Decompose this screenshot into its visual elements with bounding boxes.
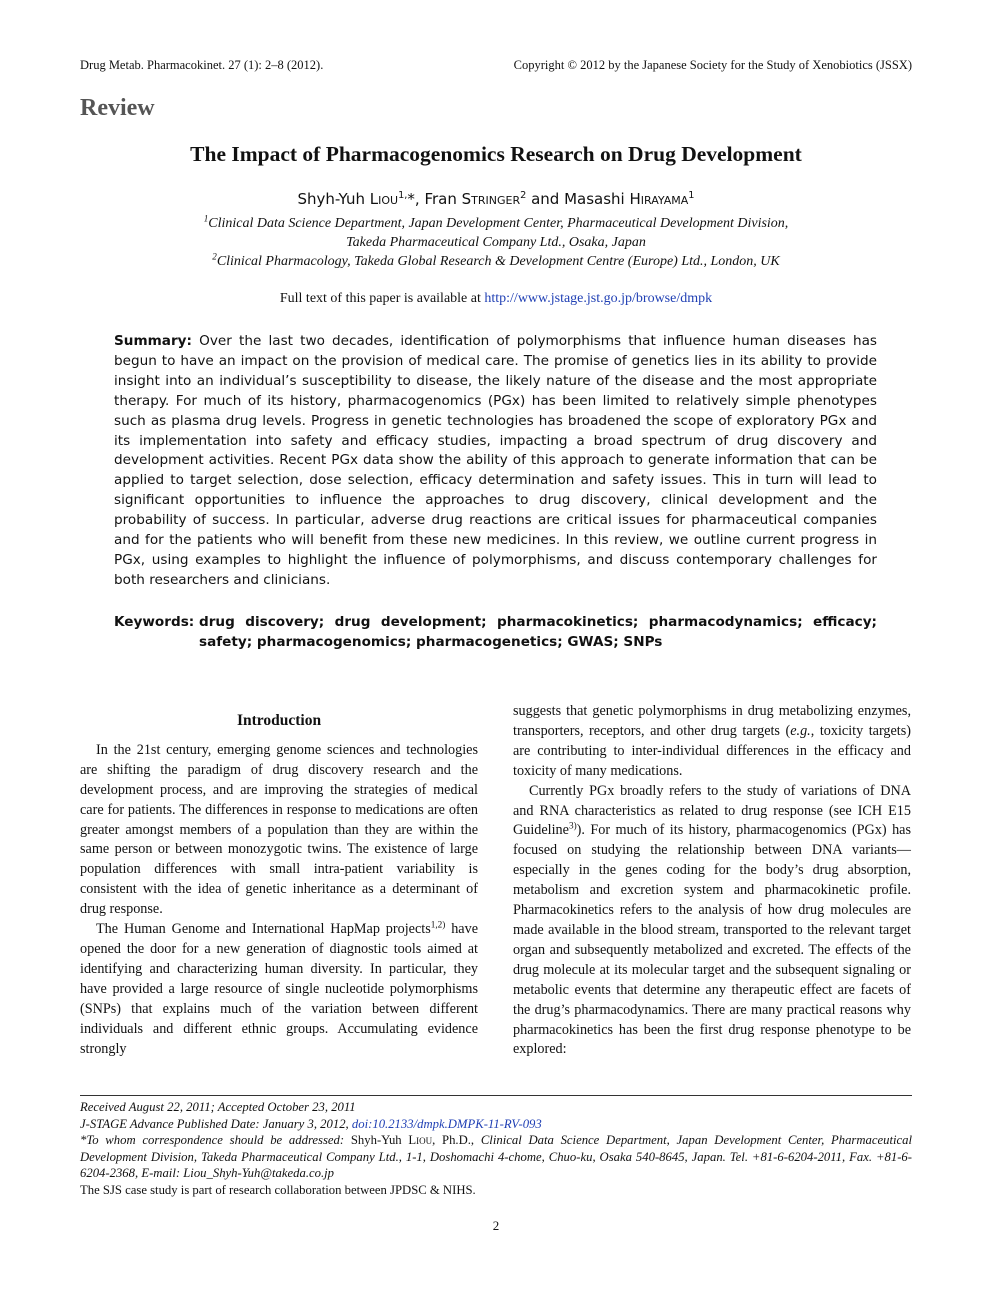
correspondence-note bbox=[80, 1132, 912, 1182]
summary-abstract bbox=[114, 332, 877, 591]
author-2-family: Stringer bbox=[461, 190, 521, 208]
jstage-date: J-STAGE Advance Published Date: January 3, 2012, bbox=[80, 1116, 352, 1131]
introduction-heading: Introduction bbox=[236, 712, 322, 729]
footnotes bbox=[80, 1099, 912, 1199]
author-1-given: Shyh-Yuh bbox=[297, 190, 370, 208]
footnote-divider bbox=[80, 1095, 912, 1096]
author-separator: , bbox=[414, 190, 425, 208]
intro-paragraph-2-text: The Human Genome and International HapMap projects bbox=[96, 921, 431, 938]
right-paragraph-1-text: suggests that genetic polymorphisms in drug metabolizing enzymes, transporters, receptors, and other drug targets ( bbox=[513, 703, 911, 739]
summary-label: Summary: bbox=[114, 333, 192, 349]
eg-abbrev: e.g. bbox=[790, 722, 811, 739]
sjs-note: The SJS case study is part of research collaboration between JPDSC & NIHS. bbox=[80, 1182, 476, 1197]
correspondence-label: *To whom correspondence should be addressed: bbox=[80, 1133, 351, 1148]
intro-paragraph-1: In the 21st century, emerging genome sciences and technologies are shifting the paradigm of drug discovery research and the development process, and are improving the strategies of medical care for patients. The differences in response to medications are often greater amongst members of a population than they are within the same person or between monozygotic twins. The existence of large population differences with small intra-patient variability is consistent with the idea of genetic inheritance as a determinant of drug response. bbox=[80, 741, 478, 918]
intro-paragraph-2-continued bbox=[513, 702, 911, 782]
page-number: 2 bbox=[492, 1218, 500, 1233]
intro-paragraph-3-text-cont: ). For much of its history, pharmacogenomics (PGx) has focused on studying the relationship between DNA variants—especially in the genes coding for the body’s drug absorption, metabolism and excretion system and pharmacokinetic profile. Pharmacokinetics refers to the analysis of how drug molecules are made available in the blood stream, transported to the relevant target organ and subsequently metabolized and excreted. The effects of the drug molecule at its molecular target and the subsequent signaling or metabolic events that determine any therapeutic effect are facets of the drug’s pharmacodynamics. There are many practical reasons why pharmacokinetics has been the first drug response phenotype to be explored: bbox=[513, 822, 911, 1058]
received-dates: Received August 22, 2011; Accepted October 23, 2011 bbox=[80, 1100, 356, 1114]
citation-mark: 1,2) bbox=[430, 919, 446, 930]
intro-paragraph-3 bbox=[513, 782, 911, 1061]
article-title: The Impact of Pharmacogenomics Research on Drug Development bbox=[190, 142, 802, 166]
journal-citation: Drug Metab. Pharmacokinet. 27 (1): 2–8 (2012). bbox=[80, 58, 324, 72]
corresponding-mark: * bbox=[407, 190, 415, 208]
keywords bbox=[114, 612, 877, 652]
intro-paragraph-2 bbox=[80, 920, 478, 1059]
affiliation-1-line-2: Takeda Pharmaceutical Company Ltd., Osaka, Japan bbox=[346, 235, 646, 250]
fulltext-prefix: Full text of this paper is available at bbox=[279, 291, 485, 306]
correspondence-degree: , Ph.D., bbox=[432, 1133, 481, 1148]
affiliation-1-mark: 1 bbox=[203, 213, 209, 224]
fulltext-notice bbox=[0, 291, 992, 307]
body-column-right bbox=[513, 702, 911, 1060]
correspondence-name: Shyh-Yuh bbox=[350, 1133, 409, 1148]
fulltext-link[interactable]: http://www.jstage.jst.go.jp/browse/dmpk bbox=[484, 291, 713, 306]
author-1-family: Liou bbox=[369, 190, 399, 208]
author-separator: and bbox=[526, 190, 565, 208]
keywords-text: drug discovery; drug development; pharmacokinetics; pharmacodynamics; efficacy; safety; pharmacogenomics; pharmacogenetics; GWAS; SNPs bbox=[199, 614, 877, 650]
keywords-label: Keywords: bbox=[114, 614, 195, 630]
author-3-affiliation-mark: 1 bbox=[688, 190, 695, 201]
affiliation-2-mark: 2 bbox=[212, 251, 217, 262]
author-list bbox=[0, 190, 992, 208]
author-1-affiliation-mark: 1, bbox=[398, 190, 408, 201]
affiliation-2 bbox=[0, 251, 992, 270]
intro-paragraph-3-text: Currently PGx broadly refers to the study of variations of DNA and RNA characteristics as related to drug response (see ICH E15 Guideline bbox=[513, 782, 911, 839]
copyright-notice: Copyright © 2012 by the Japanese Society for the Study of Xenobiotics (JSSX) bbox=[513, 58, 912, 72]
right-paragraph-1-text-cont: , toxicity targets) are contributing to inter-individual differences in the efficacy and toxicity of many medications. bbox=[513, 722, 911, 779]
author-3-given: Masashi bbox=[564, 190, 630, 208]
doi-link[interactable] bbox=[352, 1117, 542, 1131]
author-2-given: Fran bbox=[424, 190, 462, 208]
section-label: Review bbox=[80, 95, 155, 121]
doi-text: doi:10.2133/dmpk.DMPK-11-RV-093 bbox=[351, 1116, 542, 1131]
body-column-left bbox=[80, 711, 478, 1059]
summary-text: Over the last two decades, identification of polymorphisms that influence human diseases has begun to have an impact on the provision of medical care. The promise of genetics lies in its ability to provide insight into an individual’s susceptibility to disease, the likely nature of the disease and the most appropriate therapy. For much of its history, pharmacogenomics (PGx) has been limited to relatively simple phenotypes such as plasma drug levels. Progress in genetic technologies has broadened the scope of exploratory PGx and its implementation into safety and efficacy studies, impacting a broad spectrum of drug discovery and development activities. Recent PGx data show the ability of this approach to generate information that can be applied to target selection, dose selection, efficacy determination and safety issues. This in turn will lead to significant opportunities to influence the approaches to drug discovery, clinical development and the probability of success. In particular, adverse drug reactions are critical issues for pharmaceutical companies and for the patients who will benefit from these new medicines. In this review, we outline current progress in PGx, using examples to highlight the influence of polymorphisms, and discuss contemporary challenges for both researchers and clinicians. bbox=[114, 333, 877, 588]
citation-mark: 3) bbox=[568, 820, 577, 831]
affiliation-1-text: Clinical Data Science Department, Japan Development Center, Pharmaceutical Development Division, bbox=[208, 216, 789, 231]
author-3-family: Hirayama bbox=[629, 190, 689, 208]
correspondence-family: Liou bbox=[408, 1133, 433, 1148]
intro-paragraph-2-text-cont: have opened the door for a new generation of diagnostic tools aimed at identifying and characterizing human diversity. In particular, they have provided a large resource of single nucleotide polymorphisms (SNPs) that explains much of the variation between different individuals and different ethnic groups. Accumulating evidence strongly bbox=[80, 921, 478, 1057]
author-2-affiliation-mark: 2 bbox=[520, 190, 527, 201]
affiliation-1-line-1 bbox=[0, 213, 992, 232]
correspondence-address: Clinical Data Science Department, Japan Development Center, Pharmaceutical Development Division, Takeda Pharmaceutical Company Ltd., 1-1, Doshomachi 4-chome, Chuo-ku, Osaka 540-8645, Japan. Tel. +81-6-6204-2011, Fax. +81-6-6204-2368, E-mail: Liou_Shyh-Yuh@takeda.co.jp bbox=[80, 1133, 913, 1181]
affiliation-2-text: Clinical Pharmacology, Takeda Global Research & Development Centre (Europe) Ltd., London, UK bbox=[216, 254, 780, 269]
